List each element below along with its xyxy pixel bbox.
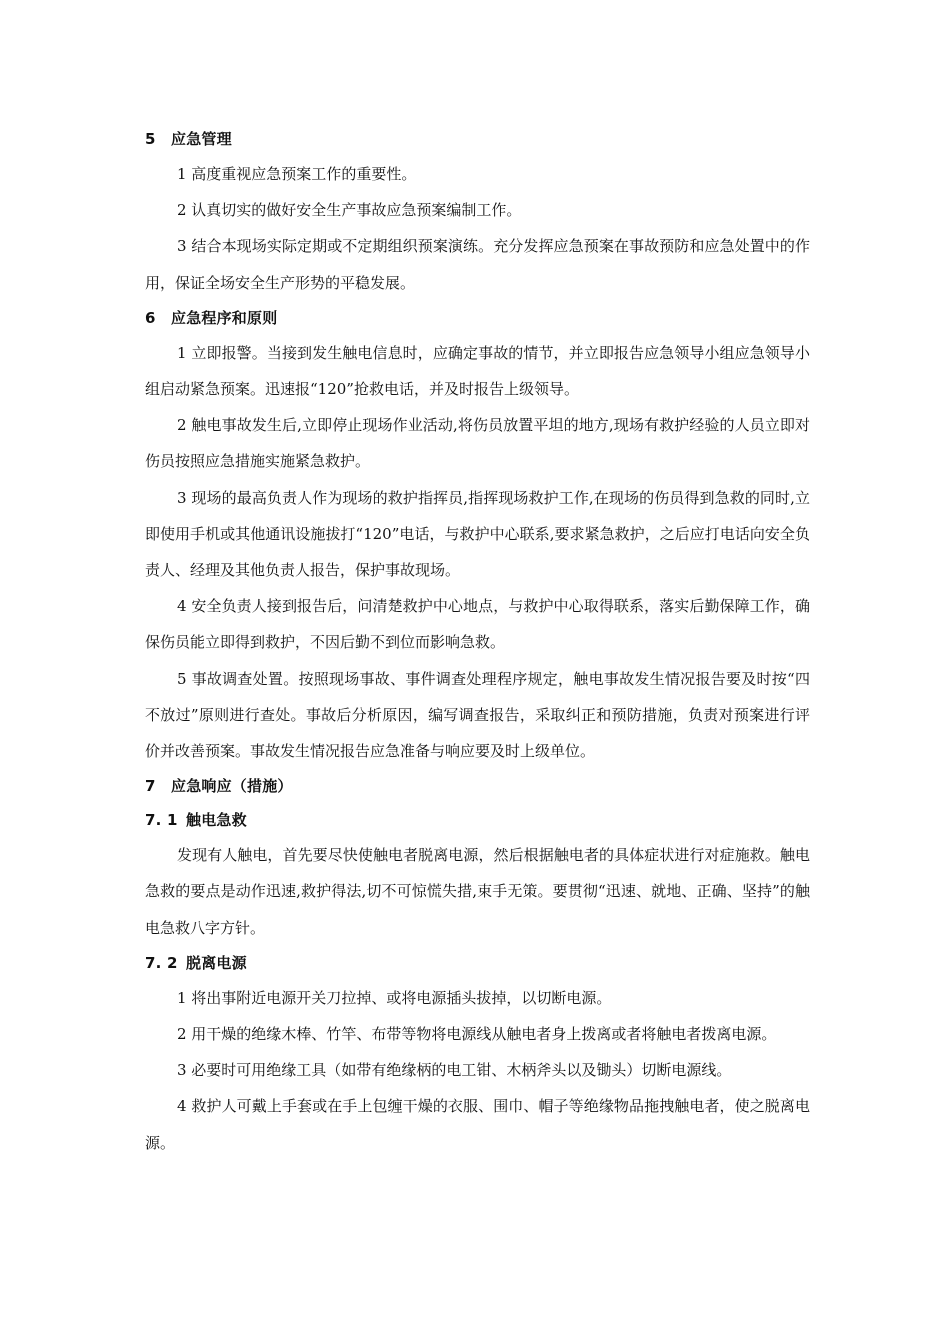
section-title: 应急管理: [171, 130, 232, 148]
section-5-heading: [145, 122, 810, 156]
paragraph: 3 结合本现场实际定期或不定期组织预案演练。充分发挥应急预案在事故预防和应急处置中的作用，保证全场安全生产形势的平稳发展。: [145, 237, 810, 292]
section-number: 7: [145, 777, 156, 796]
section-number: 6: [145, 308, 156, 327]
paragraph: 1 高度重视应急预案工作的重要性。: [177, 165, 417, 183]
section-number: 5: [145, 130, 156, 148]
paragraph: 3 必要时可用绝缘工具（如带有绝缘柄的电工钳、木柄斧头以及锄头）切断电源线。: [177, 1061, 732, 1080]
paragraph: 2 用干燥的绝缘木棒、竹竿、布带等物将电源线从触电者身上拨离或者将触电者拨离电源。: [177, 1025, 777, 1044]
paragraph: 2 触电事故发生后,立即停止现场作业活动,将伤员放置平坦的地方,现场有救护经验的人员立即对伤员按照应急措施实施紧急救护。: [145, 416, 810, 471]
paragraph: 4 安全负责人接到报告后，问清楚救护中心地点，与救护中心取得联系，落实后勤保障工作，确保伤员能立即得到救护，不因后勤不到位而影响急救。: [145, 597, 810, 652]
section-7-heading: [145, 769, 810, 803]
paragraph: 3 现场的最高负责人作为现场的救护指挥员,指挥现场救护工作,在现场的伤员得到急救的同时,立即使用手机或其他通讯设施拔打“120”电话，与救护中心联系,要求紧急救护，之后应打电话向安全负责人、经理及其他负责人报告，保护事故现场。: [145, 488, 810, 580]
section-title: 应急程序和原则: [171, 308, 278, 327]
subsection-7-2-heading: [145, 946, 810, 980]
subsection-title: 触电急救: [186, 811, 247, 830]
section-title: 应急响应（措施）: [171, 777, 293, 796]
subsection-title: 脱离电源: [186, 953, 247, 972]
paragraph: 4 救护人可戴上手套或在手上包缠干燥的衣服、围巾、帽子等绝缘物品拖拽触电者，使之脱离电源。: [145, 1097, 810, 1152]
subsection-7-1-heading: [145, 803, 810, 837]
subsection-number: 7. 1: [145, 811, 178, 830]
document-body: [145, 122, 810, 1161]
paragraph: 5 事故调查处置。按照现场事故、事件调查处理程序规定，触电事故发生情况报告要及时按“四不放过”原则进行查处。事故后分析原因，编写调查报告，采取纠正和预防措施，负责对预案进行评价并改善预案。事故发生情况报告应急准备与响应要及时上级单位。: [145, 669, 810, 761]
paragraph: 1 将出事附近电源开关刀拉掉、或将电源插头拔掉，以切断电源。: [177, 988, 612, 1007]
paragraph: 1 立即报警。当接到发生触电信息时，应确定事故的情节，并立即报告应急领导小组应急领导小组启动紧急预案。迅速报“120”抢救电话，并及时报告上级领导。: [145, 343, 810, 399]
paragraph: 2 认真切实的做好安全生产事故应急预案编制工作。: [177, 201, 522, 220]
section-6-heading: [145, 301, 810, 335]
paragraph: 发现有人触电，首先要尽快使触电者脱离电源，然后根据触电者的具体症状进行对症施救。触电急救的要点是动作迅速,救护得法,切不可惊慌失措,束手无策。要贯彻“迅速、就地、正确、坚持”的触电急救八字方针。: [145, 846, 810, 937]
subsection-number: 7. 2: [145, 953, 178, 972]
